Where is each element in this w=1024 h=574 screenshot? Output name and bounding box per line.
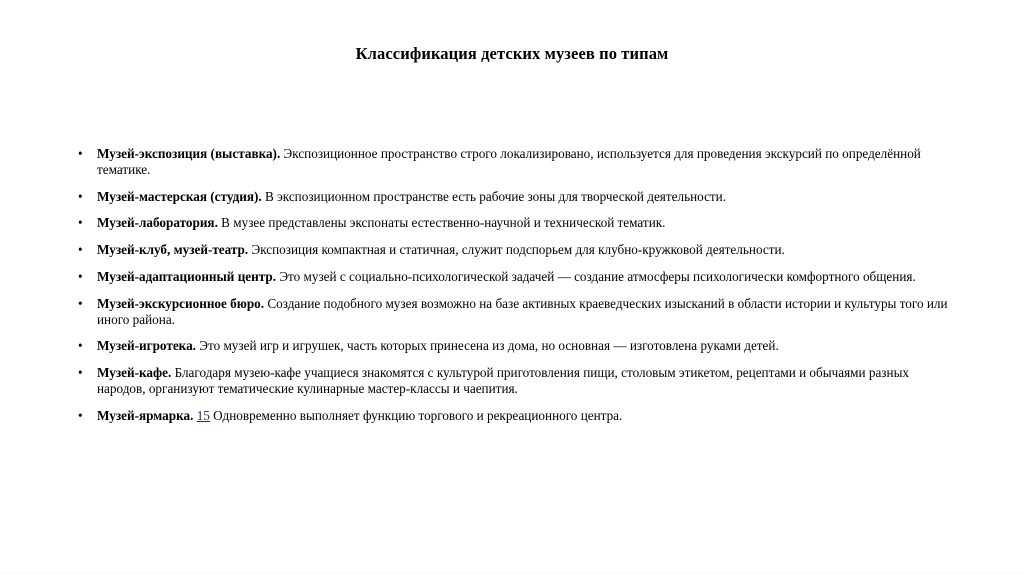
list-item-text: Это музей игр и игрушек, часть которых принесена из дома, но основная — изготовлена руками детей. [195,338,779,354]
list-item [72,215,948,231]
bullet-marker-icon: • [78,365,83,381]
list-item-text: Это музей с социально-психологической задачей — создание атмосферы психологически комфортного общения. [276,268,916,284]
list-item [72,296,948,328]
list-item [72,242,948,258]
list-item-term: Музей-лаборатория. [97,215,218,231]
footnote-reference-link[interactable]: 15 [196,407,210,423]
list-item-term: Музей-адаптационный центр. [97,268,277,284]
list-item-term: Музей-экскурсионное бюро. [97,295,265,311]
bullet-marker-icon: • [78,407,83,423]
list-item [72,365,948,397]
list-item-term: Музей-игротека. [97,338,196,354]
list-item [72,338,948,354]
page-title: Классификация детских музеев по типам [355,44,669,63]
list-item-text: В экспозиционном пространстве есть рабочие зоны для творческой деятельности. [261,188,727,204]
bullet-marker-icon: • [78,215,83,231]
list-item [72,408,948,424]
list-item-term: Музей-кафе. [97,365,172,381]
list-item-text: Экспозиция компактная и статичная, служит подспорьем для клубно-кружковой деятельности. [248,242,785,258]
list-item [72,269,948,285]
bullet-marker-icon: • [78,242,83,258]
list-item-text: Благодаря музею-кафе учащиеся знакомятся с культурой приготовления пищи, столовым этикетом, рецептами и обычаями разных народов, организуют тематические кулинарные мастер-классы и чаепития. [97,365,910,396]
bullet-marker-icon: • [78,188,83,204]
list-item-term: Музей-мастерская (студия). [97,188,262,204]
list-item-text: Создание подобного музея возможно на базе активных краеведческих изысканий в области истории и культуры того или иного района. [97,295,948,327]
list-item-text: Одновременно выполняет функцию торгового и рекреационного центра. [209,407,623,423]
list-item [72,189,948,205]
list-item [72,146,948,178]
bullet-marker-icon: • [78,295,83,311]
list-item-term: Музей-экспозиция (выставка). [97,146,281,161]
list-item-text: Экспозиционное пространство строго локализировано, используется для проведения экскурсий по определённой тематике. [97,146,921,177]
museum-type-list [72,146,948,424]
bullet-marker-icon: • [78,338,83,354]
bullet-marker-icon: • [78,268,83,284]
list-item-term: Музей-клуб, музей-театр. [97,242,249,258]
list-item-term: Музей-ярмарка. [97,407,194,423]
list-item-text: В музее представлены экспонаты естественно-научной и технической тематик. [217,215,666,231]
bullet-marker-icon: • [78,146,83,161]
